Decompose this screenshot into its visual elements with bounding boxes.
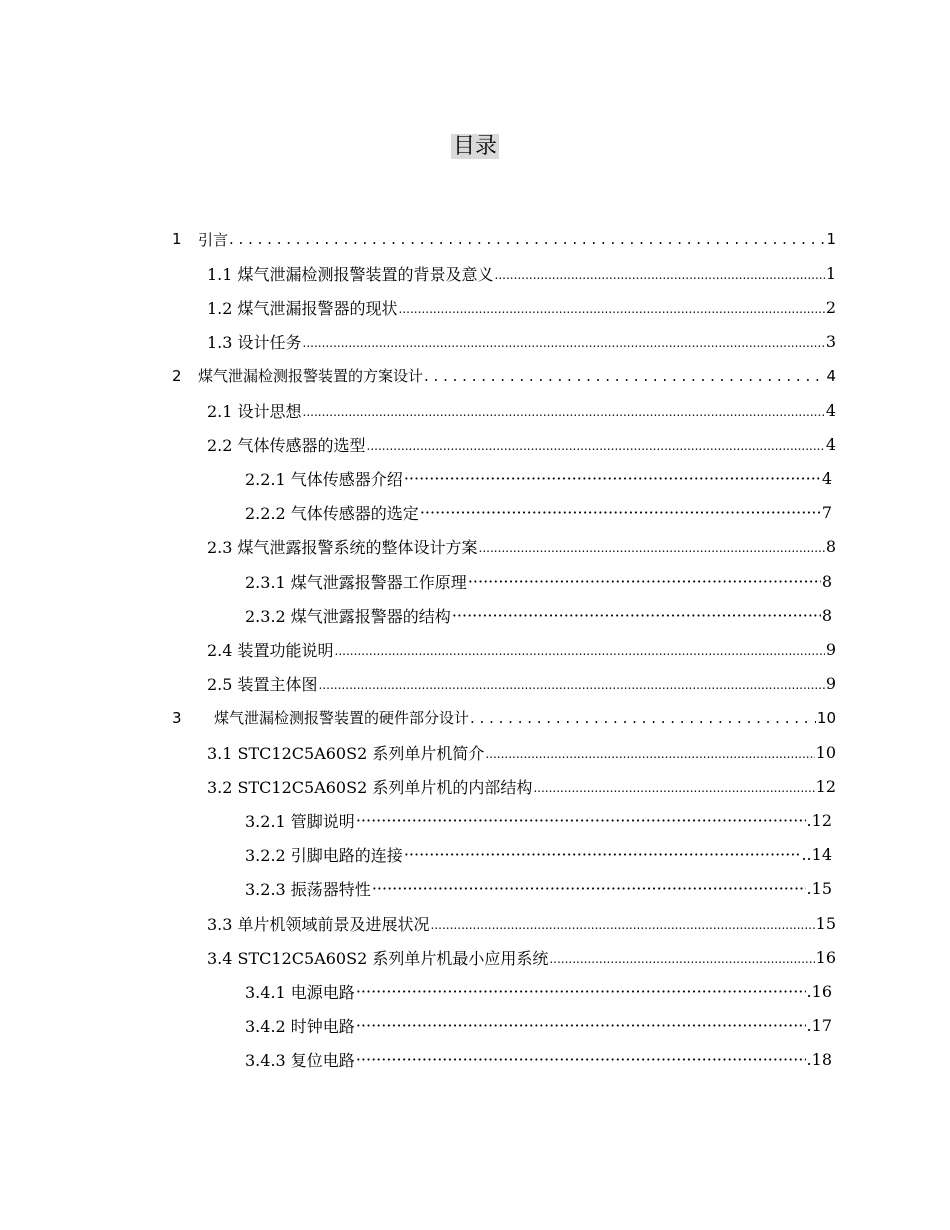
toc-entry-title: 2.2 气体传感器的选型 [207, 435, 366, 455]
toc-entry[interactable] [207, 530, 836, 564]
toc-entry-page: 8 [821, 571, 832, 591]
toc-dot-leader [404, 845, 801, 864]
toc-dot-leader [356, 1050, 806, 1069]
toc-dot-leader [495, 264, 825, 283]
toc-entry-page: 15 [815, 913, 836, 933]
toc-entry-title: 3.1 STC12C5A60S2 系列单片机简介 [207, 743, 485, 763]
toc-entry-page: 16 [815, 947, 836, 967]
toc-entry-title: 3.4 STC12C5A60S2 系列单片机最小应用系统 [207, 948, 549, 968]
toc-entry-title: 1.1 煤气泄漏检测报警装置的背景及意义 [207, 264, 494, 284]
toc-dot-leader [356, 1016, 806, 1035]
toc-entry-page: 8 [821, 605, 832, 625]
toc-entry[interactable] [207, 906, 836, 940]
toc-entry-page: .18 [806, 1050, 832, 1070]
toc-entry[interactable] [207, 427, 836, 461]
toc-entry-page: 1 [825, 263, 836, 283]
toc-dot-leader [485, 743, 814, 762]
toc-dot-leader [404, 469, 821, 488]
toc-entry-page: .12 [806, 810, 832, 830]
toc-entry[interactable] [245, 461, 832, 495]
toc-entry[interactable] [207, 325, 836, 359]
toc-entry-number: 2 [172, 366, 182, 385]
toc-dot-leader [372, 879, 806, 898]
toc-entry-title: 引言 [198, 230, 229, 249]
toc-dot-leader [356, 982, 806, 1001]
toc-entry-page: 4 [826, 366, 836, 385]
toc-entry-title: 2.4 装置功能说明 [207, 640, 334, 660]
toc-dot-leader [229, 230, 825, 248]
toc-entry-page: 9 [825, 639, 836, 659]
toc-dot-leader [335, 640, 825, 659]
toc-dot-leader [303, 332, 825, 351]
toc-entry[interactable] [207, 667, 836, 701]
toc-entry-page: ..14 [801, 845, 832, 865]
toc-entry-title: 2.1 设计思想 [207, 401, 302, 421]
page-title [0, 132, 950, 162]
toc-entry-page: 10 [815, 742, 836, 762]
toc-entry-title: 1.2 煤气泄漏报警器的现状 [207, 298, 398, 318]
toc-entry-page: 9 [825, 674, 836, 694]
toc-entry-page: .16 [806, 981, 832, 1001]
toc-entry-page: .15 [806, 879, 832, 899]
toc-entry-title: 2.5 装置主体图 [207, 675, 318, 695]
toc-entry[interactable] [172, 701, 836, 735]
toc-dot-leader [470, 709, 816, 727]
toc-entry-title: 3.4.1 电源电路 [245, 982, 355, 1002]
toc-entry-page: 4 [825, 434, 836, 454]
toc-entry-page: 4 [821, 468, 832, 488]
toc-entry[interactable] [207, 940, 836, 974]
toc-dot-leader [319, 674, 825, 693]
toc-entry-title: 2.2.2 气体传感器的选定 [245, 504, 419, 524]
toc-entry[interactable] [207, 632, 836, 666]
toc-dot-leader [356, 811, 806, 830]
toc-entry-title: 3.2 STC12C5A60S2 系列单片机的内部结构 [207, 777, 533, 797]
toc-entry[interactable] [207, 393, 836, 427]
toc-entry[interactable] [245, 598, 832, 632]
toc-dot-leader [479, 537, 825, 556]
toc-entry-title: 2.3 煤气泄露报警系统的整体设计方案 [207, 538, 478, 558]
toc-dot-leader [549, 948, 814, 967]
toc-entry-page: 10 [816, 708, 836, 727]
toc-entry[interactable] [245, 496, 832, 530]
toc-entry-page: 3 [825, 332, 836, 352]
toc-entry[interactable] [207, 735, 836, 769]
toc-entry-page: 2 [825, 297, 836, 317]
toc-entry-page: 1 [826, 230, 836, 248]
toc-entry-title: 2.3.2 煤气泄露报警器的结构 [245, 606, 451, 626]
toc-dot-leader [420, 503, 821, 522]
toc-dot-leader [399, 298, 825, 317]
toc-dot-leader [452, 606, 821, 625]
toc-entry-title: 煤气泄漏检测报警装置的硬件部分设计 [214, 709, 470, 728]
toc-entry-number: 3 [172, 708, 182, 727]
page-title-text: 目录 [452, 134, 497, 159]
toc-dot-leader [303, 401, 825, 420]
toc-dot-leader [468, 572, 821, 591]
toc-entry[interactable] [245, 838, 832, 872]
toc-entry[interactable] [245, 1009, 832, 1043]
toc-entry-page: 7 [821, 503, 832, 523]
toc-entry[interactable] [172, 359, 836, 393]
toc-entry-title: 3.3 单片机领域前景及进展状况 [207, 914, 430, 934]
toc-entry-title: 煤气泄漏检测报警装置的方案设计 [198, 367, 424, 386]
toc-entry-title: 3.2.1 管脚说明 [245, 811, 355, 831]
toc-entry-title: 2.2.1 气体传感器介绍 [245, 469, 403, 489]
toc-entry-page: 4 [825, 400, 836, 420]
toc-entry[interactable] [245, 803, 832, 837]
toc-entry-title: 2.3.1 煤气泄露报警器工作原理 [245, 572, 467, 592]
toc-entry-title: 3.4.3 复位电路 [245, 1051, 355, 1071]
toc-entry[interactable] [207, 256, 836, 290]
toc-entry-title: 3.4.2 时钟电路 [245, 1017, 355, 1037]
toc-entry[interactable] [245, 974, 832, 1008]
toc-entry-page: 12 [815, 776, 836, 796]
toc-entry-title: 1.3 设计任务 [207, 333, 302, 353]
toc-entry-title: 3.2.3 振荡器特性 [245, 880, 371, 900]
toc-entry[interactable] [207, 769, 836, 803]
toc-entry[interactable] [207, 290, 836, 324]
toc-entry[interactable] [245, 564, 832, 598]
toc-entry[interactable] [245, 1043, 832, 1077]
toc-dot-leader [431, 914, 815, 933]
toc-entry-number: 1 [172, 230, 182, 248]
toc-entry-title: 3.2.2 引脚电路的连接 [245, 846, 403, 866]
toc-entry[interactable] [172, 222, 836, 256]
toc-entry-page: .17 [806, 1016, 832, 1036]
toc-entry[interactable] [245, 872, 832, 906]
toc-dot-leader [367, 435, 825, 454]
toc-dot-leader [424, 367, 825, 385]
toc-dot-leader [533, 777, 814, 796]
toc-entry-page: 8 [825, 537, 836, 557]
